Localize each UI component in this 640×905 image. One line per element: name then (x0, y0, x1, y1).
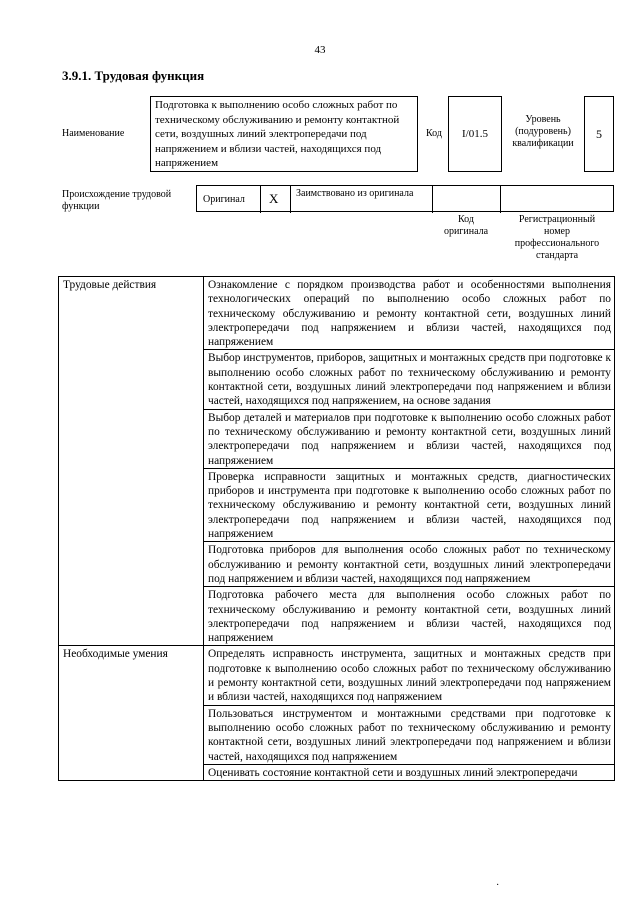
section-item: Ознакомление с порядком производства работ и особенностями выполнения технологических операций по выполнению особо сложных работ по техническому обслуживанию и ремонту контактной сети, воздушных линий электропередачи под напряжением и вблизи частей, находящихся под напряжением (204, 277, 615, 350)
origin-code-cell (433, 186, 501, 213)
borrowed-label: Заимствовано из оригинала (296, 188, 414, 199)
section-item: Проверка исправности защитных и монтажных средств, диагностических приборов и инструмента при подготовке к выполнению особо сложных работ по техническому обслуживанию и ремонту контактной сети, воздушных линий электропередачи под напряжением и вблизи частей, находящихся под напряжением (204, 468, 615, 541)
name-label: Наименование (62, 128, 125, 139)
code-label: Код (426, 128, 442, 139)
section-item: Определять исправность инструмента, защитных и монтажных средств при подготовке к выполнению особо сложных работ по техническому обслуживанию и ремонту контактной сети, воздушных линий электропередачи под напряжением и вблизи частей, находящихся под напряжением (204, 646, 615, 705)
origin-table (196, 185, 614, 212)
page-number: 43 (314, 44, 326, 56)
section-item: Оценивать состояние контактной сети и воздушных линий электропередачи (204, 764, 615, 780)
section-item: Выбор инструментов, приборов, защитных и монтажных средств при подготовке к выполнению особо сложных работ по техническому обслуживанию и ремонту контактной сети, воздушных линий электропередачи под напряжением и вблизи частей, находящихся под напряжением, на основе задания (204, 350, 615, 409)
original-label: Оригинал (203, 194, 245, 205)
section-item: Пользоваться инструментом и монтажными средствами при подготовке к выполнению особо сложных работ по техническому обслуживанию и ремонту контактной сети, воздушных линий электропередачи под напряжением и вблизи частей, находящихся под напряжением (204, 705, 615, 764)
section-item: Выбор деталей и материалов при подготовке к выполнению особо сложных работ по техническому обслуживанию и ремонту контактной сети, воздушных линий электропередачи под напряжением и вблизи частей, находящихся под напряжением (204, 409, 615, 468)
original-mark: X (269, 191, 279, 206)
level-label: Уровень (подуровень) квалификации (512, 114, 574, 149)
origin-borrowed-cell (291, 186, 433, 213)
origin-label: Происхождение трудовой функции (62, 189, 172, 212)
origin-mark-cell (261, 186, 291, 213)
function-table (58, 276, 615, 781)
origin-registration-cell (501, 186, 613, 213)
name-value: Подготовка к выполнению особо сложных работ по техническому обслуживанию и ремонту контактной сети, воздушных линий электропередачи под напряжением и вблизи частей, находящихся под напряжением (150, 96, 418, 172)
section-label: Трудовые действия (59, 277, 204, 646)
section-item: Подготовка рабочего места для выполнения особо сложных работ по техническому обслуживанию и ремонту контактной сети, воздушных линий электропередачи под напряжением и вблизи частей, находящихся под напряжением (204, 587, 615, 646)
section-label: Необходимые умения (59, 646, 204, 781)
section-title: 3.9.1. Трудовая функция (62, 68, 205, 83)
code-value: I/01.5 (448, 96, 502, 172)
origin-original-cell (197, 186, 261, 213)
registration-label: Регистрационный номер профессионального стандарта (514, 214, 600, 261)
level-value: 5 (584, 96, 614, 172)
page-mark: · (496, 880, 500, 891)
section-item: Подготовка приборов для выполнения особо сложных работ по техническому обслуживанию и ремонту контактной сети, воздушных линий электропередачи под напряжением и вблизи частей, находящихся под напряжением (204, 542, 615, 587)
table-row (59, 277, 615, 350)
code-original-label: Код оригинала (443, 214, 489, 237)
table-row (59, 646, 615, 705)
